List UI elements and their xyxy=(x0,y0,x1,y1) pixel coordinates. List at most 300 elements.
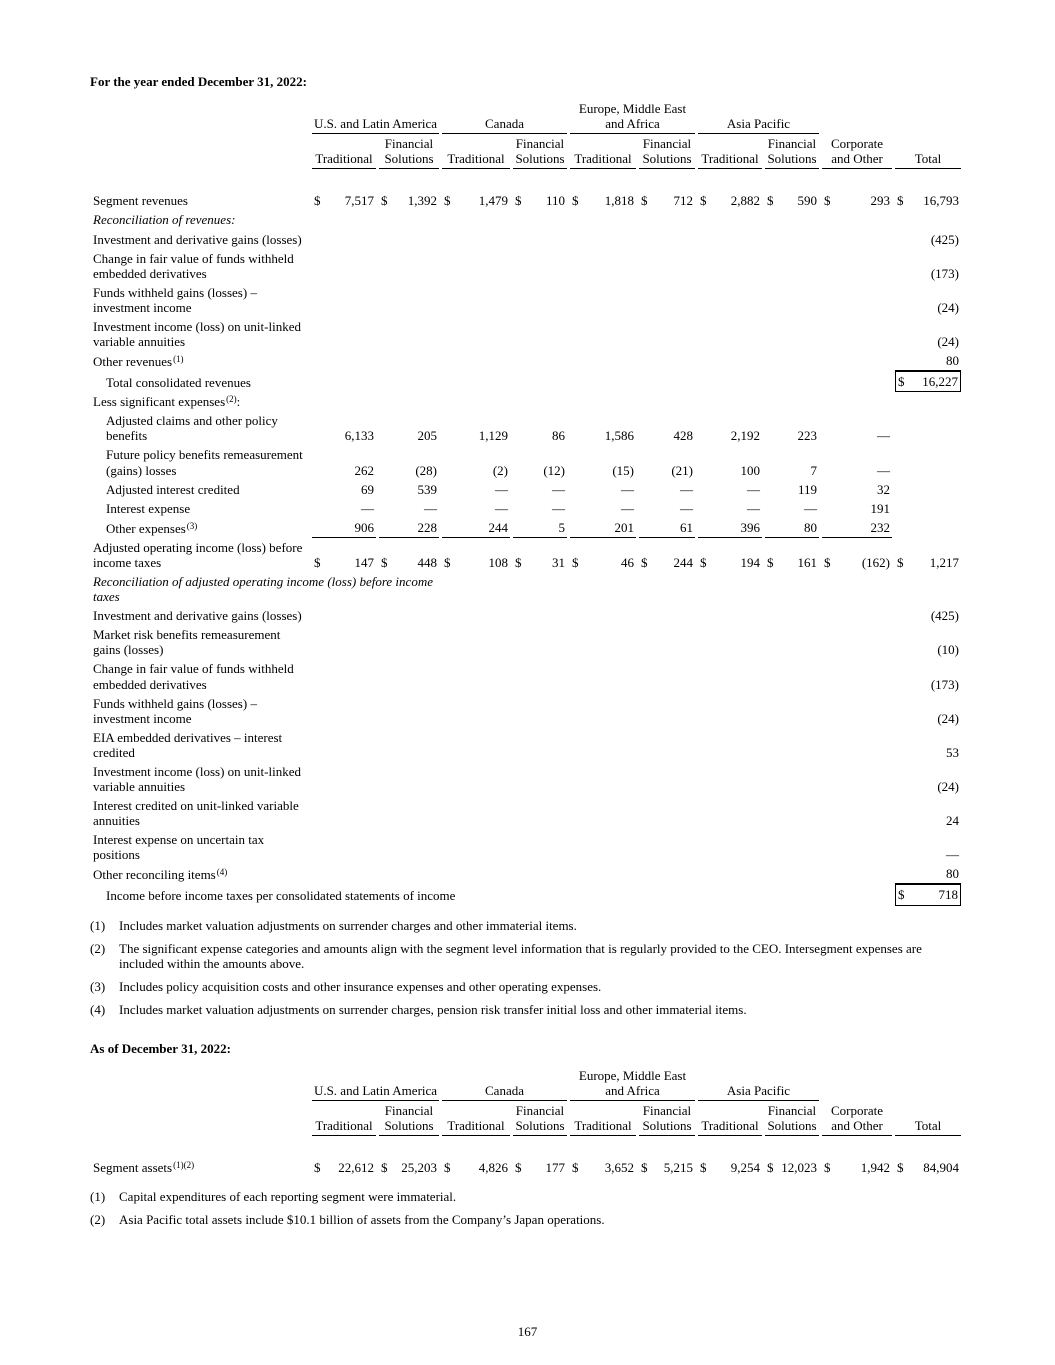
empty-cell xyxy=(639,392,695,411)
empty-cell xyxy=(312,351,376,371)
row-label: Change in fair value of funds withheld embedded derivatives xyxy=(93,250,294,281)
amount-cell xyxy=(698,445,762,479)
amount-value: 46 xyxy=(621,554,634,570)
empty-cell xyxy=(570,606,636,625)
currency-symbol: $ xyxy=(897,554,904,570)
amount-wrap xyxy=(895,1160,961,1175)
segment-assets-table-container xyxy=(90,1066,968,1177)
empty-cell xyxy=(513,230,567,249)
empty-cell xyxy=(895,518,961,538)
empty-cell xyxy=(639,249,695,283)
row-label: Adjusted claims and other policy benefits xyxy=(106,413,278,444)
amount-value: 22,612 xyxy=(338,1160,374,1176)
empty-cell xyxy=(639,884,695,905)
empty-cell xyxy=(698,210,762,229)
amount-value: — xyxy=(680,481,693,497)
amount-wrap xyxy=(895,642,961,657)
amount-cell xyxy=(895,762,961,796)
amount-wrap xyxy=(765,428,819,443)
amount-cell xyxy=(822,445,892,479)
empty-cell xyxy=(765,864,819,884)
table-row xyxy=(93,572,961,606)
amount-value: — xyxy=(495,500,508,516)
currency-symbol: $ xyxy=(515,193,522,209)
empty-cell xyxy=(379,762,439,796)
empty-cell xyxy=(312,317,376,351)
empty-cell xyxy=(513,392,567,411)
amount-wrap xyxy=(765,463,819,478)
empty-cell xyxy=(570,796,636,830)
amount-wrap xyxy=(379,463,439,478)
currency-symbol: $ xyxy=(767,554,774,570)
empty-cell xyxy=(570,371,636,392)
amount-wrap xyxy=(895,353,961,368)
amount-wrap xyxy=(765,555,819,570)
table-row xyxy=(93,411,961,445)
amount-cell xyxy=(312,518,376,538)
empty-cell xyxy=(822,606,892,625)
empty-cell xyxy=(442,728,510,762)
footnote-number: (4) xyxy=(90,1001,106,1017)
column-header: Traditional xyxy=(698,1101,762,1136)
amount-cell xyxy=(639,518,695,538)
empty-cell xyxy=(442,606,510,625)
empty-cell xyxy=(895,210,961,229)
amount-cell xyxy=(822,1158,892,1177)
empty-cell xyxy=(312,659,376,693)
empty-cell xyxy=(379,351,439,371)
table-row xyxy=(93,884,961,905)
empty-cell xyxy=(639,728,695,762)
amount-cell xyxy=(698,411,762,445)
table-row xyxy=(93,659,961,693)
amount-cell xyxy=(312,445,376,479)
segment-results-table xyxy=(90,99,964,905)
amount-value: (15) xyxy=(612,462,634,478)
amount-value: 201 xyxy=(614,519,634,535)
empty-cell xyxy=(895,572,961,606)
currency-symbol: $ xyxy=(314,193,321,209)
amount-cell xyxy=(895,659,961,693)
amount-cell xyxy=(765,1158,819,1177)
amount-value: 232 xyxy=(870,519,890,535)
currency-symbol: $ xyxy=(700,1160,707,1176)
amount-value: 80 xyxy=(804,519,817,535)
empty-cell xyxy=(570,830,636,864)
column-header: Traditional xyxy=(442,134,510,169)
amount-value: 24 xyxy=(946,813,959,829)
currency-symbol: $ xyxy=(515,554,522,570)
empty-cell xyxy=(442,283,510,317)
table-row xyxy=(93,249,961,283)
column-header: Traditional xyxy=(312,1101,376,1136)
amount-wrap xyxy=(442,555,510,570)
amount-value: 293 xyxy=(870,193,890,209)
empty-cell xyxy=(312,249,376,283)
empty-cell xyxy=(765,830,819,864)
amount-value: 1,129 xyxy=(478,428,508,444)
footnote xyxy=(90,979,968,994)
empty-cell xyxy=(312,762,376,796)
column-group-header: Asia Pacific xyxy=(698,1066,819,1101)
empty-cell xyxy=(822,796,892,830)
amount-value: — xyxy=(361,500,374,516)
amount-wrap xyxy=(639,193,695,208)
empty-cell xyxy=(698,392,762,411)
currency-symbol: $ xyxy=(767,193,774,209)
amount-value: (173) xyxy=(930,676,959,692)
amount-cell xyxy=(639,445,695,479)
amount-value: 31 xyxy=(552,554,565,570)
empty-cell xyxy=(765,249,819,283)
empty-cell xyxy=(895,480,961,499)
empty-cell xyxy=(895,392,961,411)
amount-value: 2,882 xyxy=(730,193,760,209)
amount-value: 590 xyxy=(797,193,817,209)
empty-cell xyxy=(698,371,762,392)
amount-cell xyxy=(312,480,376,499)
empty-cell xyxy=(639,796,695,830)
empty-cell xyxy=(442,694,510,728)
empty-cell xyxy=(765,606,819,625)
footnote-number: (2) xyxy=(90,940,106,956)
amount-value: 161 xyxy=(797,554,817,570)
amount-value: 244 xyxy=(673,554,693,570)
amount-value: 86 xyxy=(552,428,565,444)
amount-value: — xyxy=(680,500,693,516)
amount-cell xyxy=(895,694,961,728)
amount-value: 80 xyxy=(946,353,959,369)
footnote xyxy=(90,941,968,971)
empty-cell xyxy=(570,659,636,693)
amount-cell xyxy=(442,411,510,445)
amount-wrap xyxy=(895,677,961,692)
column-header: Financial Solutions xyxy=(639,134,695,169)
empty-cell xyxy=(639,317,695,351)
amount-value: (425) xyxy=(930,608,959,624)
column-header: Financial Solutions xyxy=(765,134,819,169)
table-row xyxy=(93,518,961,538)
amount-cell xyxy=(570,1158,636,1177)
empty-cell xyxy=(312,210,376,229)
row-label: Total consolidated revenues xyxy=(106,375,251,391)
amount-wrap xyxy=(895,745,961,760)
amount-cell xyxy=(513,538,567,572)
amount-wrap xyxy=(513,1160,567,1175)
currency-symbol: $ xyxy=(824,193,831,209)
amount-wrap xyxy=(570,520,636,535)
amount-value: 448 xyxy=(417,554,437,570)
empty-cell xyxy=(570,210,636,229)
empty-cell xyxy=(765,230,819,249)
amount-cell xyxy=(379,445,439,479)
empty-cell xyxy=(312,864,376,884)
table-row xyxy=(93,371,961,392)
empty-cell xyxy=(822,694,892,728)
row-label: Future policy benefits remeasurement (gains) losses xyxy=(106,447,303,478)
empty-cell xyxy=(698,351,762,371)
amount-value: 110 xyxy=(545,193,565,209)
footnote-text: Capital expenditures of each reporting segment were immaterial. xyxy=(119,1189,457,1205)
amount-wrap xyxy=(698,1160,762,1175)
empty-cell xyxy=(822,371,892,392)
amount-value: (24) xyxy=(937,299,959,315)
amount-cell xyxy=(895,625,961,659)
amount-wrap xyxy=(442,1160,510,1175)
empty-cell xyxy=(570,864,636,884)
empty-cell xyxy=(765,283,819,317)
amount-value: (28) xyxy=(415,462,437,478)
amount-wrap xyxy=(312,463,376,478)
row-label: Interest expense on uncertain tax positions xyxy=(93,832,265,863)
table-row xyxy=(93,317,961,351)
table-row xyxy=(93,606,961,625)
amount-cell xyxy=(513,518,567,538)
empty-cell xyxy=(822,210,892,229)
amount-value: 61 xyxy=(680,519,693,535)
page-number: 167 xyxy=(517,1323,538,1339)
footnote-ref: (4) xyxy=(216,867,228,878)
empty-cell xyxy=(698,884,762,905)
empty-cell xyxy=(698,283,762,317)
amount-cell xyxy=(698,191,762,210)
empty-cell xyxy=(639,283,695,317)
currency-symbol: $ xyxy=(641,193,648,209)
empty-cell xyxy=(513,762,567,796)
amount-cell xyxy=(513,445,567,479)
amount-cell xyxy=(895,283,961,317)
table-body xyxy=(93,1066,961,1177)
empty-cell xyxy=(442,249,510,283)
amount-cell xyxy=(639,1158,695,1177)
empty-cell xyxy=(379,283,439,317)
empty-cell xyxy=(765,728,819,762)
amount-value: 100 xyxy=(740,462,760,478)
column-group-spacer xyxy=(822,1066,892,1101)
empty-cell xyxy=(639,351,695,371)
amount-wrap xyxy=(765,1160,819,1175)
amount-value: — xyxy=(552,500,565,516)
amount-value: 718 xyxy=(938,887,958,903)
empty-cell xyxy=(442,625,510,659)
amount-cell xyxy=(698,518,762,538)
amount-wrap xyxy=(895,813,961,828)
amount-value: (425) xyxy=(930,231,959,247)
empty-cell xyxy=(822,392,892,411)
amount-value: — xyxy=(424,500,437,516)
amount-cell xyxy=(312,191,376,210)
footnote-text: Includes market valuation adjustments on surrender charges, pension risk transfer initial loss and other immaterial items. xyxy=(119,1001,747,1017)
empty-cell xyxy=(698,230,762,249)
amount-wrap xyxy=(895,866,961,881)
amount-value: 194 xyxy=(740,554,760,570)
row-label: Funds withheld gains (losses) – investment income xyxy=(93,695,257,726)
amount-value: 7 xyxy=(810,462,817,478)
empty-cell xyxy=(570,762,636,796)
amount-cell xyxy=(895,230,961,249)
empty-cell xyxy=(513,625,567,659)
table-row xyxy=(93,480,961,499)
amount-value: — xyxy=(552,481,565,497)
empty-cell xyxy=(895,411,961,445)
empty-cell xyxy=(639,659,695,693)
column-group-row xyxy=(93,1066,961,1101)
currency-symbol: $ xyxy=(700,193,707,209)
footnote-text: Includes policy acquisition costs and other insurance expenses and other operating expenses. xyxy=(119,978,602,994)
empty-cell xyxy=(765,392,819,411)
row-label: Market risk benefits remeasurement gains (losses) xyxy=(93,627,281,658)
amount-cell xyxy=(379,499,439,518)
table-row xyxy=(93,230,961,249)
amount-cell xyxy=(822,518,892,538)
empty-cell xyxy=(639,606,695,625)
amount-value: 262 xyxy=(354,462,374,478)
amount-cell xyxy=(895,351,961,371)
amount-value: — xyxy=(804,500,817,516)
amount-cell xyxy=(895,317,961,351)
amount-wrap xyxy=(513,501,567,516)
amount-cell xyxy=(379,191,439,210)
amount-value: 108 xyxy=(488,554,508,570)
row-label: Income before income taxes per consolidated statements of income xyxy=(106,888,456,904)
footnote xyxy=(90,1212,968,1227)
column-header: Total xyxy=(895,1101,961,1136)
amount-cell xyxy=(822,499,892,518)
amount-cell xyxy=(895,728,961,762)
row-label: Segment assets$^{(1)(2)}$ xyxy=(93,1160,195,1176)
empty-cell xyxy=(570,728,636,762)
amount-value: 147 xyxy=(354,554,374,570)
amount-cell xyxy=(895,1158,961,1177)
column-header: Traditional xyxy=(698,134,762,169)
amount-value: (24) xyxy=(937,710,959,726)
amount-wrap xyxy=(442,501,510,516)
amount-cell xyxy=(379,538,439,572)
amount-value: — xyxy=(495,481,508,497)
amount-cell xyxy=(765,518,819,538)
empty-cell xyxy=(822,230,892,249)
amount-wrap xyxy=(513,555,567,570)
footnote xyxy=(90,1002,968,1017)
empty-cell xyxy=(639,830,695,864)
currency-symbol: $ xyxy=(700,554,707,570)
amount-cell xyxy=(570,445,636,479)
amount-value: 1,392 xyxy=(407,193,437,209)
amount-wrap xyxy=(822,501,892,516)
empty-cell xyxy=(379,625,439,659)
amount-cell xyxy=(895,830,961,864)
amount-value: 428 xyxy=(673,428,693,444)
corner-cell xyxy=(93,1101,309,1136)
empty-cell xyxy=(312,694,376,728)
empty-cell xyxy=(822,864,892,884)
amount-value: 177 xyxy=(545,1160,565,1176)
empty-cell xyxy=(513,371,567,392)
amount-value: 223 xyxy=(797,428,817,444)
amount-wrap xyxy=(639,501,695,516)
amount-value: — xyxy=(877,462,890,478)
table-row xyxy=(93,694,961,728)
column-header: Financial Solutions xyxy=(639,1101,695,1136)
empty-cell xyxy=(822,249,892,283)
amount-wrap xyxy=(698,520,762,535)
empty-cell xyxy=(639,371,695,392)
amount-value: 244 xyxy=(488,519,508,535)
amount-value: 1,818 xyxy=(604,193,634,209)
amount-value: 80 xyxy=(946,866,959,882)
empty-cell xyxy=(442,371,510,392)
empty-cell xyxy=(442,796,510,830)
column-group-header: Canada xyxy=(442,1066,567,1101)
amount-value: 119 xyxy=(797,481,817,497)
amount-wrap xyxy=(822,193,892,208)
amount-wrap xyxy=(698,193,762,208)
amount-cell xyxy=(822,191,892,210)
empty-cell xyxy=(639,230,695,249)
spacer-cell xyxy=(93,169,961,191)
amount-value: 3,652 xyxy=(604,1160,634,1176)
amount-cell xyxy=(442,191,510,210)
amount-cell xyxy=(312,538,376,572)
row-label: Interest expense xyxy=(106,500,191,516)
column-header-row xyxy=(93,134,961,169)
amount-cell xyxy=(639,480,695,499)
amount-cell xyxy=(570,538,636,572)
currency-symbol: $ xyxy=(824,1160,831,1176)
footnote-ref: (1) xyxy=(173,354,184,365)
empty-cell xyxy=(312,796,376,830)
currency-symbol: $ xyxy=(572,554,579,570)
column-header: Corporate and Other xyxy=(822,134,892,169)
footnote-text: Asia Pacific total assets include $10.1 billion of assets from the Company’s Japan operations. xyxy=(119,1212,605,1228)
amount-value: 205 xyxy=(417,428,437,444)
footnote xyxy=(90,1189,968,1204)
amount-wrap xyxy=(639,463,695,478)
amount-value: (2) xyxy=(492,462,508,478)
currency-symbol: $ xyxy=(572,1160,579,1176)
amount-value: 906 xyxy=(354,519,374,535)
row-label: Investment and derivative gains (losses) xyxy=(93,608,302,624)
amount-wrap xyxy=(442,463,510,478)
row-label: Interest credited on unit-linked variable annuities xyxy=(93,798,299,829)
empty-cell xyxy=(765,796,819,830)
amount-wrap xyxy=(570,482,636,497)
amount-wrap xyxy=(442,428,510,443)
amount-cell xyxy=(822,480,892,499)
amount-cell xyxy=(895,371,961,392)
empty-cell xyxy=(513,317,567,351)
currency-symbol: $ xyxy=(444,554,451,570)
amount-wrap xyxy=(822,428,892,443)
currency-symbol: $ xyxy=(314,554,321,570)
amount-wrap xyxy=(379,193,439,208)
amount-wrap xyxy=(895,193,961,208)
empty-cell xyxy=(639,210,695,229)
amount-cell xyxy=(442,480,510,499)
empty-cell xyxy=(379,728,439,762)
amount-value: 69 xyxy=(361,481,374,497)
empty-cell xyxy=(765,625,819,659)
table-row xyxy=(93,538,961,572)
footnote-ref: (3) xyxy=(186,520,198,531)
empty-cell xyxy=(442,230,510,249)
amount-cell xyxy=(698,499,762,518)
row-label: Adjusted interest credited xyxy=(106,481,240,497)
currency-symbol: $ xyxy=(444,1160,451,1176)
empty-cell xyxy=(442,392,510,411)
amount-cell xyxy=(513,411,567,445)
amount-cell xyxy=(822,538,892,572)
